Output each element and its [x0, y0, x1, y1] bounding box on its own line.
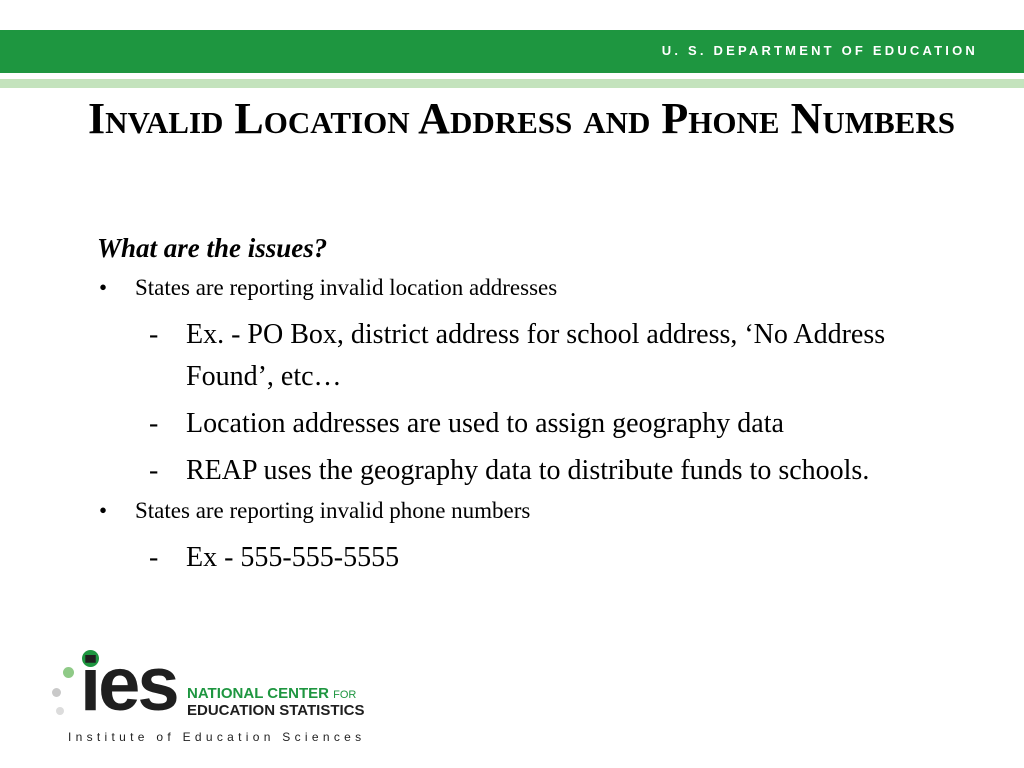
sub-item-text: REAP uses the geography data to distribute funds to schools. [186, 455, 870, 486]
dash-icon: - [149, 455, 159, 486]
bullet-icon: • [99, 498, 108, 523]
bullet-item [97, 497, 967, 525]
sub-item-text: Ex - 555-555-5555 [186, 542, 400, 573]
sub-item [97, 314, 967, 398]
bullet-text: States are reporting invalid location addresses [135, 275, 558, 300]
sub-item [97, 450, 967, 492]
nces-line1 [187, 686, 356, 703]
logo-tagline: Institute of Education Sciences [68, 730, 366, 744]
subhead: What are the issues? [97, 233, 328, 263]
sub-item [97, 537, 967, 579]
sub-item [97, 403, 967, 445]
nces-for-text: FOR [333, 689, 357, 701]
sub-item-text: Ex. - PO Box, district address for school address, ‘No Address Found’, etc… [186, 319, 886, 392]
dash-icon: - [149, 408, 159, 439]
slide-title: Invalid Location Address and Phone Numbers [88, 94, 955, 143]
nces-line2: EDUCATION STATISTICS [187, 702, 365, 719]
logo-dot-icon [63, 667, 74, 678]
ies-wordmark: ies [80, 642, 177, 727]
nces-line1-text: NATIONAL CENTER [187, 685, 329, 702]
sub-item-text: Location addresses are used to assign geography data [186, 408, 784, 439]
department-label: U. S. DEPARTMENT OF EDUCATION [661, 43, 978, 58]
bullet-text: States are reporting invalid phone numbers [135, 498, 531, 523]
logo-dot-icon [52, 688, 61, 697]
header-accent-line [0, 79, 1024, 88]
dash-icon: - [149, 319, 159, 350]
slide-body [97, 232, 967, 584]
dash-icon: - [149, 542, 159, 573]
bullet-item [97, 274, 967, 302]
ies-logo [50, 642, 390, 750]
bullet-icon: • [99, 275, 108, 300]
logo-dot-icon [56, 707, 64, 715]
header-band [0, 30, 1024, 73]
